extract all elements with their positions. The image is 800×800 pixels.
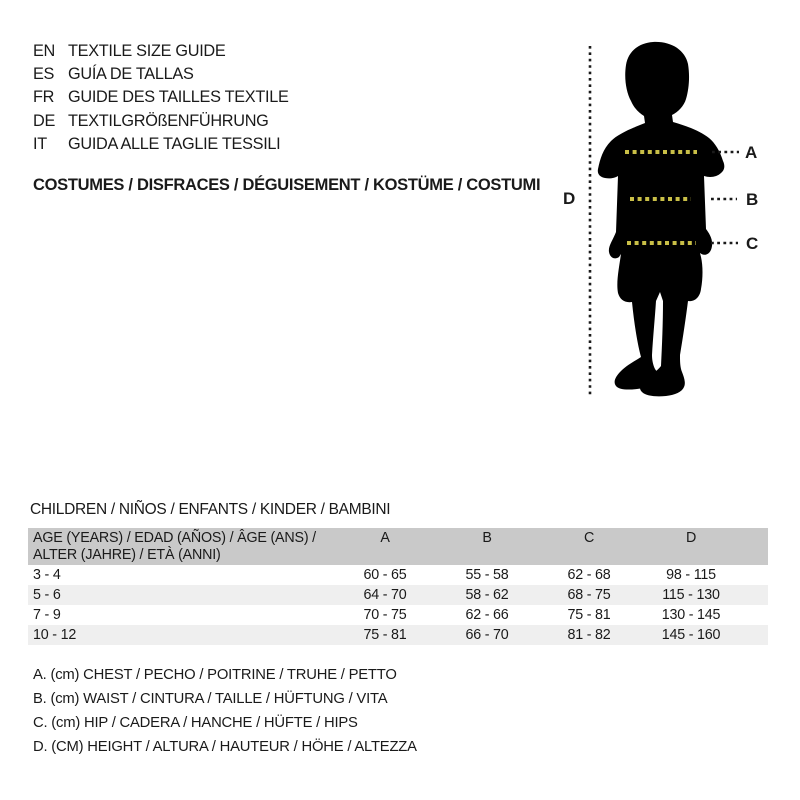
chest-cell: 64 - 70: [363, 587, 407, 603]
language-row: [33, 110, 289, 133]
age-header-line1: AGE (YEARS) / EDAD (AÑOS) / ÂGE (ANS) /: [33, 530, 316, 546]
language-label: GUIDE DES TAILLES TEXTILE: [68, 88, 289, 107]
age-cell: 7 - 9: [33, 607, 61, 623]
measurement-legend: [33, 663, 417, 759]
table-row: [28, 585, 768, 605]
hip-cell: 62 - 68: [567, 567, 611, 583]
waist-cell: 66 - 70: [465, 627, 509, 643]
table-header-row: [28, 528, 768, 565]
age-cell: 5 - 6: [33, 587, 61, 603]
waist-cell: 55 - 58: [465, 567, 509, 583]
language-label: TEXTILGRÖßENFÜHRUNG: [68, 111, 269, 130]
hip-cell: 75 - 81: [567, 607, 611, 623]
language-row: [33, 86, 289, 109]
child-silhouette-image: [598, 42, 725, 396]
height-cell: 115 - 130: [662, 587, 720, 603]
measurement-figure: [545, 30, 780, 405]
legend-waist: B. (cm) WAIST / CINTURA / TAILLE / HÜFTUNG / VITA: [33, 691, 388, 707]
chest-cell: 75 - 81: [363, 627, 407, 643]
language-label: GUÍA DE TALLAS: [68, 65, 194, 84]
label-c: C: [746, 234, 759, 253]
column-header-a: A: [380, 530, 390, 546]
age-cell: 10 - 12: [33, 627, 77, 643]
hip-cell: 68 - 75: [567, 587, 611, 603]
height-cell: 130 - 145: [661, 607, 721, 623]
label-a: A: [745, 143, 758, 162]
language-code: IT: [33, 134, 47, 153]
children-section-title: CHILDREN / NIÑOS / ENFANTS / KINDER / BAMBINI: [30, 501, 391, 518]
language-row: [33, 133, 289, 156]
children-size-table: [28, 528, 768, 645]
legend-chest: A. (cm) CHEST / PECHO / POITRINE / TRUHE / PETTO: [33, 667, 397, 683]
height-cell: 145 - 160: [661, 627, 721, 643]
language-code: DE: [33, 111, 56, 130]
language-row: [33, 40, 289, 63]
language-code: ES: [33, 65, 55, 84]
column-header-c: C: [583, 530, 595, 546]
language-label: GUIDA ALLE TAGLIE TESSILI: [68, 134, 281, 153]
age-cell: 3 - 4: [33, 567, 61, 583]
language-code: FR: [33, 88, 55, 107]
age-column-header: [28, 528, 334, 563]
table-row: [28, 625, 768, 645]
chest-cell: 60 - 65: [363, 567, 407, 583]
waist-cell: 62 - 66: [465, 607, 509, 623]
label-b: B: [746, 190, 759, 209]
table-row: [28, 605, 768, 625]
column-header-b: B: [482, 530, 492, 546]
language-code: EN: [33, 42, 56, 60]
language-row: [33, 63, 289, 86]
column-header-d: D: [685, 530, 697, 546]
language-label: TEXTILE SIZE GUIDE: [68, 42, 226, 60]
label-d: D: [563, 189, 576, 208]
age-header-line2: ALTER (JAHRE) / ETÀ (ANNI): [33, 546, 221, 563]
chest-cell: 70 - 75: [363, 607, 407, 623]
hip-cell: 81 - 82: [567, 627, 611, 643]
legend-height: D. (CM) HEIGHT / ALTURA / HAUTEUR / HÖHE / ALTEZZA: [33, 739, 417, 755]
table-row: [28, 565, 768, 585]
costumes-heading: COSTUMES / DISFRACES / DÉGUISEMENT / KOSTÜME / COSTUMI: [33, 176, 541, 194]
waist-cell: 58 - 62: [465, 587, 509, 603]
height-cell: 98 - 115: [666, 567, 716, 583]
language-list: [33, 40, 289, 156]
legend-hip: C. (cm) HIP / CADERA / HANCHE / HÜFTE / HIPS: [33, 715, 358, 731]
